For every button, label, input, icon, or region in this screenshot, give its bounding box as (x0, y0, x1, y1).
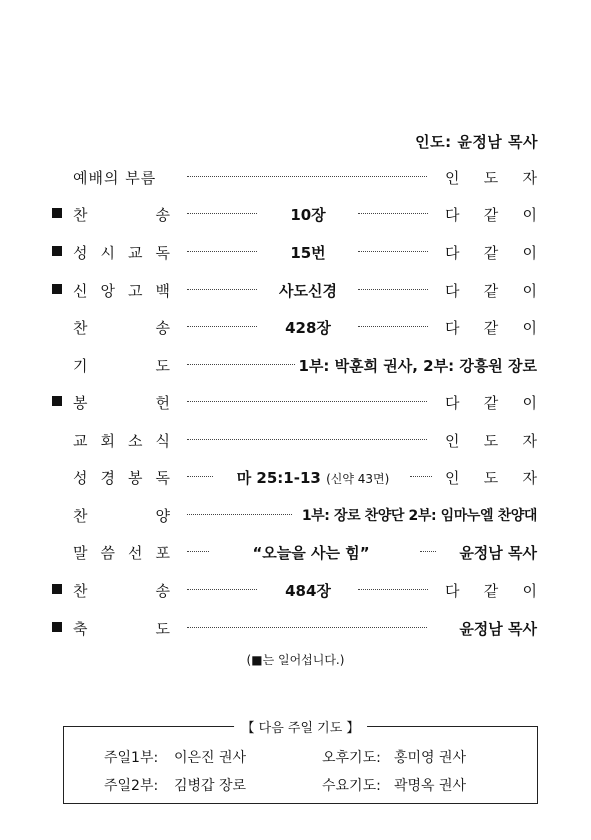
item-response: 인 도 자 (445, 469, 537, 487)
item-name: 찬 양 (73, 507, 170, 525)
stand-marker-icon (52, 208, 62, 218)
item-name: 기 도 (73, 357, 170, 375)
item-response: 다 같 이 (445, 244, 537, 262)
dotted-leader (187, 176, 427, 177)
item-name: 찬 송 (73, 319, 170, 337)
prayer-label: 오후기도: (322, 750, 381, 766)
item-response: 인 도 자 (445, 432, 537, 450)
item-response: 다 같 이 (445, 582, 537, 600)
item-name: 성 시 교 독 (73, 244, 170, 262)
scripture-page: (신약 43면) (326, 472, 390, 486)
dotted-leader (358, 251, 428, 252)
item-content: 428장 (285, 319, 331, 337)
stand-marker-icon (52, 622, 62, 632)
item-content: 484장 (285, 582, 331, 600)
order-row-confession (0, 278, 591, 302)
order-row-choir (0, 503, 591, 527)
order-row-offering (0, 390, 591, 414)
item-content: 10장 (290, 206, 326, 224)
scripture-reference: 마 25:1-13 (236, 469, 321, 487)
dotted-leader (187, 289, 257, 290)
order-row-hymn-2 (0, 315, 591, 339)
order-row-prayer (0, 353, 591, 377)
dotted-leader (187, 589, 257, 590)
item-name: 예배의 부름 (73, 169, 157, 187)
item-content: 사도신경 (279, 282, 337, 300)
dotted-leader (358, 213, 428, 214)
item-name: 찬 송 (73, 582, 170, 600)
dotted-leader (187, 213, 257, 214)
item-name: 성 경 봉 독 (73, 469, 170, 487)
dotted-leader (187, 551, 209, 552)
dotted-leader (358, 326, 428, 327)
stand-marker-icon (52, 284, 62, 294)
stand-marker-icon (52, 396, 62, 406)
dotted-leader (187, 439, 427, 440)
item-name: 축 도 (73, 620, 170, 638)
prayer-label: 주일1부: (104, 750, 159, 766)
dotted-leader (358, 589, 428, 590)
item-name: 말 씀 선 포 (73, 544, 170, 562)
order-row-call-to-worship (0, 165, 591, 189)
item-response: 1부: 박훈희 권사, 2부: 강흥원 장로 (298, 357, 537, 375)
prayer-label: 수요기도: (322, 778, 381, 794)
dotted-leader (410, 476, 432, 477)
item-response: 다 같 이 (445, 282, 537, 300)
prayer-name: 홍미영 권사 (394, 750, 467, 766)
item-response: 윤정남 목사 (459, 544, 537, 562)
dotted-leader (420, 551, 436, 552)
prayer-name: 곽명옥 권사 (394, 778, 467, 794)
order-row-announcements (0, 428, 591, 452)
order-row-scripture (0, 465, 591, 489)
dotted-leader (187, 326, 257, 327)
worship-leader: 인도: 윤정남 목사 (415, 133, 538, 151)
item-response: 1부: 장로 찬양단 2부: 임마누엘 찬양대 (301, 508, 537, 524)
dotted-leader (187, 627, 427, 628)
prayer-box-title: 【 다음 주일 기도 】 (234, 717, 368, 736)
item-response: 윤정남 목사 (459, 620, 537, 638)
dotted-leader (187, 251, 257, 252)
stand-marker-icon (52, 584, 62, 594)
standing-note: (■는 일어섭니다.) (246, 653, 345, 667)
item-response: 인 도 자 (445, 169, 537, 187)
item-content: 15번 (290, 244, 326, 262)
order-row-responsive-reading (0, 240, 591, 264)
order-row-benediction (0, 616, 591, 640)
stand-marker-icon (52, 246, 62, 256)
prayer-name: 이은진 권사 (174, 750, 247, 766)
item-name: 찬 송 (73, 206, 170, 224)
prayer-label: 주일2부: (104, 778, 159, 794)
order-row-hymn-1 (0, 202, 591, 226)
item-content (237, 467, 390, 488)
prayer-name: 김병갑 장로 (174, 778, 247, 794)
dotted-leader (187, 476, 213, 477)
item-response: 다 같 이 (445, 319, 537, 337)
item-name: 교 회 소 식 (73, 432, 170, 450)
item-response: 다 같 이 (445, 394, 537, 412)
item-name: 신 앙 고 백 (73, 282, 170, 300)
order-row-hymn-3 (0, 578, 591, 602)
next-week-prayer-box (63, 721, 538, 804)
dotted-leader (187, 364, 295, 365)
dotted-leader (358, 289, 428, 290)
item-name: 봉 헌 (73, 394, 170, 412)
item-response: 다 같 이 (445, 206, 537, 224)
order-row-sermon (0, 540, 591, 564)
sermon-title: “오늘을 사는 힘” (252, 544, 370, 562)
dotted-leader (187, 514, 292, 515)
dotted-leader (187, 401, 427, 402)
